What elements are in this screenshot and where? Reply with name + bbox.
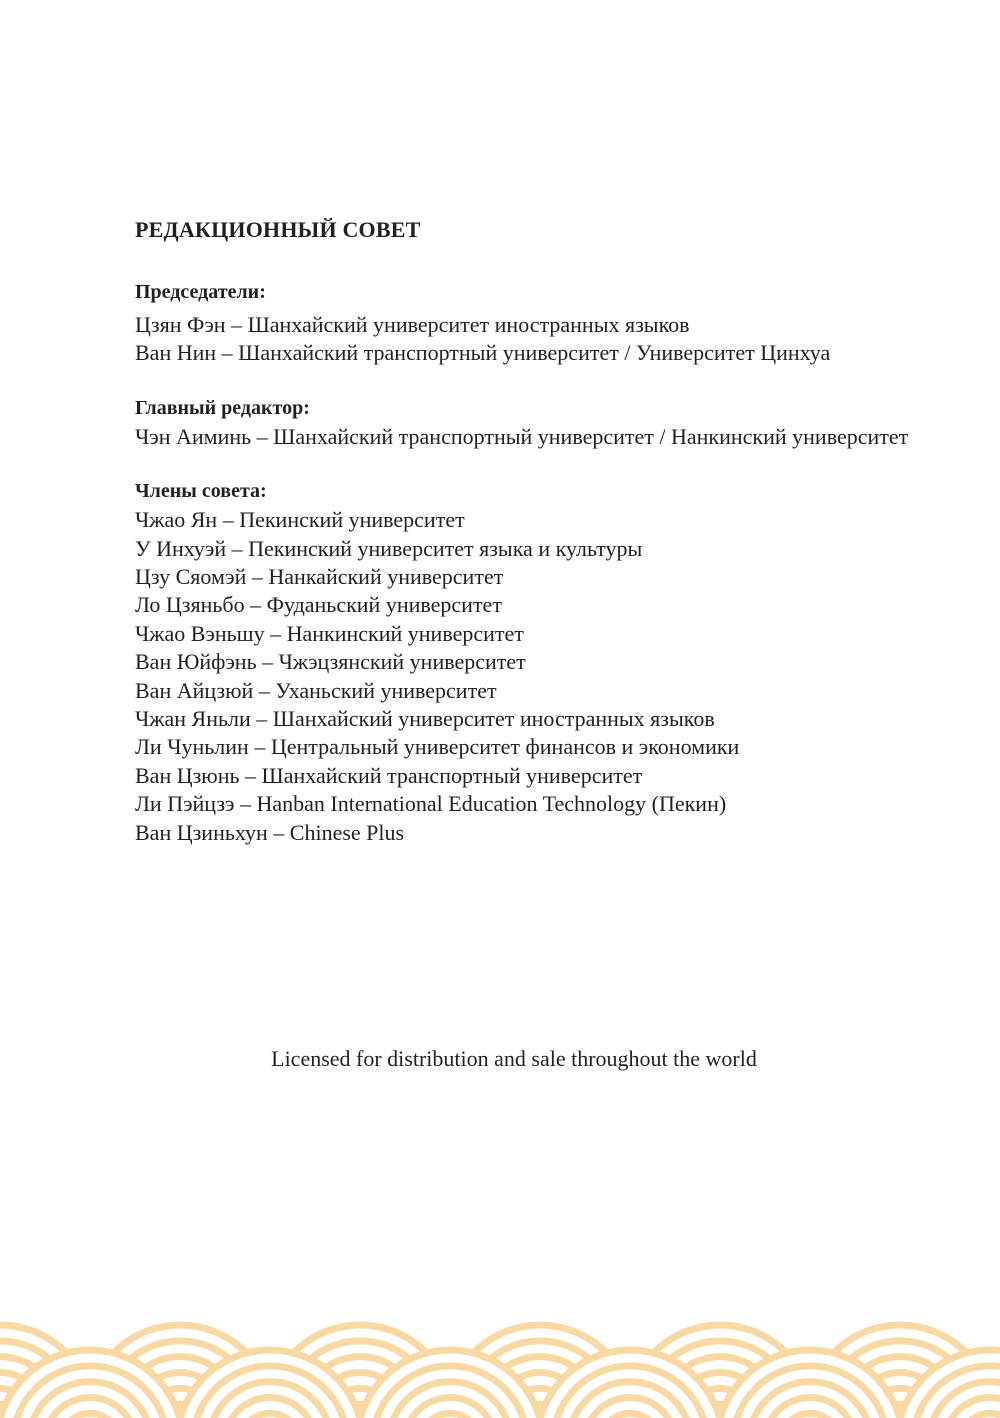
- member-entry: Ли Чуньлин – Центральный университет финансов и экономики: [135, 734, 740, 760]
- editor-section: [135, 393, 915, 451]
- member-entry: Чжао Ян – Пекинский университет: [135, 507, 465, 533]
- member-entry: Ли Пэйцзэ – Hanban International Education Technology (Пекин): [135, 791, 727, 817]
- member-entry: Ван Айцзюй – Уханьский университет: [135, 677, 497, 703]
- member-entry: Ван Юйфэнь – Чжэцзянский университет: [135, 649, 526, 675]
- member-entry: Цзу Сяомэй – Нанкайский университет: [135, 564, 504, 590]
- members-section: [135, 476, 915, 847]
- member-entry: Чжао Вэньшу – Нанкинский университет: [135, 620, 524, 646]
- board-title: РЕДАКЦИОННЫЙ СОВЕТ: [135, 217, 421, 242]
- wave-arcs: [0, 1325, 1000, 1418]
- chair-entry: Ван Нин – Шанхайский транспортный университет / Университет Цинхуа: [135, 340, 831, 366]
- member-entry: У Инхуэй – Пекинский университет языка и культуры: [135, 535, 643, 561]
- member-entry: Ло Цзяньбо – Фуданьский университет: [135, 592, 502, 618]
- editor-heading: Главный редактор:: [135, 396, 310, 419]
- member-entry: Чжан Яньли – Шанхайский университет иностранных языков: [135, 706, 715, 732]
- members-heading: Члены совета:: [135, 480, 267, 503]
- member-entry: Ван Цзиньхун – Chinese Plus: [135, 819, 405, 845]
- chair-entry: Цзян Фэн – Шанхайский университет иностранных языков: [135, 312, 690, 337]
- editorial-board: [135, 213, 915, 872]
- member-entry: Ван Цзюнь – Шанхайский транспортный университет: [135, 762, 643, 788]
- editor-entry: Чэн Аиминь – Шанхайский транспортный университет / Нанкинский университет: [135, 423, 909, 449]
- chairs-section: [135, 277, 915, 368]
- license-notice: Licensed for distribution and sale throughout the world: [271, 1046, 757, 1071]
- seigaiha-wave-pattern-icon: [0, 1318, 1000, 1418]
- chairs-heading: Председатели:: [135, 281, 266, 303]
